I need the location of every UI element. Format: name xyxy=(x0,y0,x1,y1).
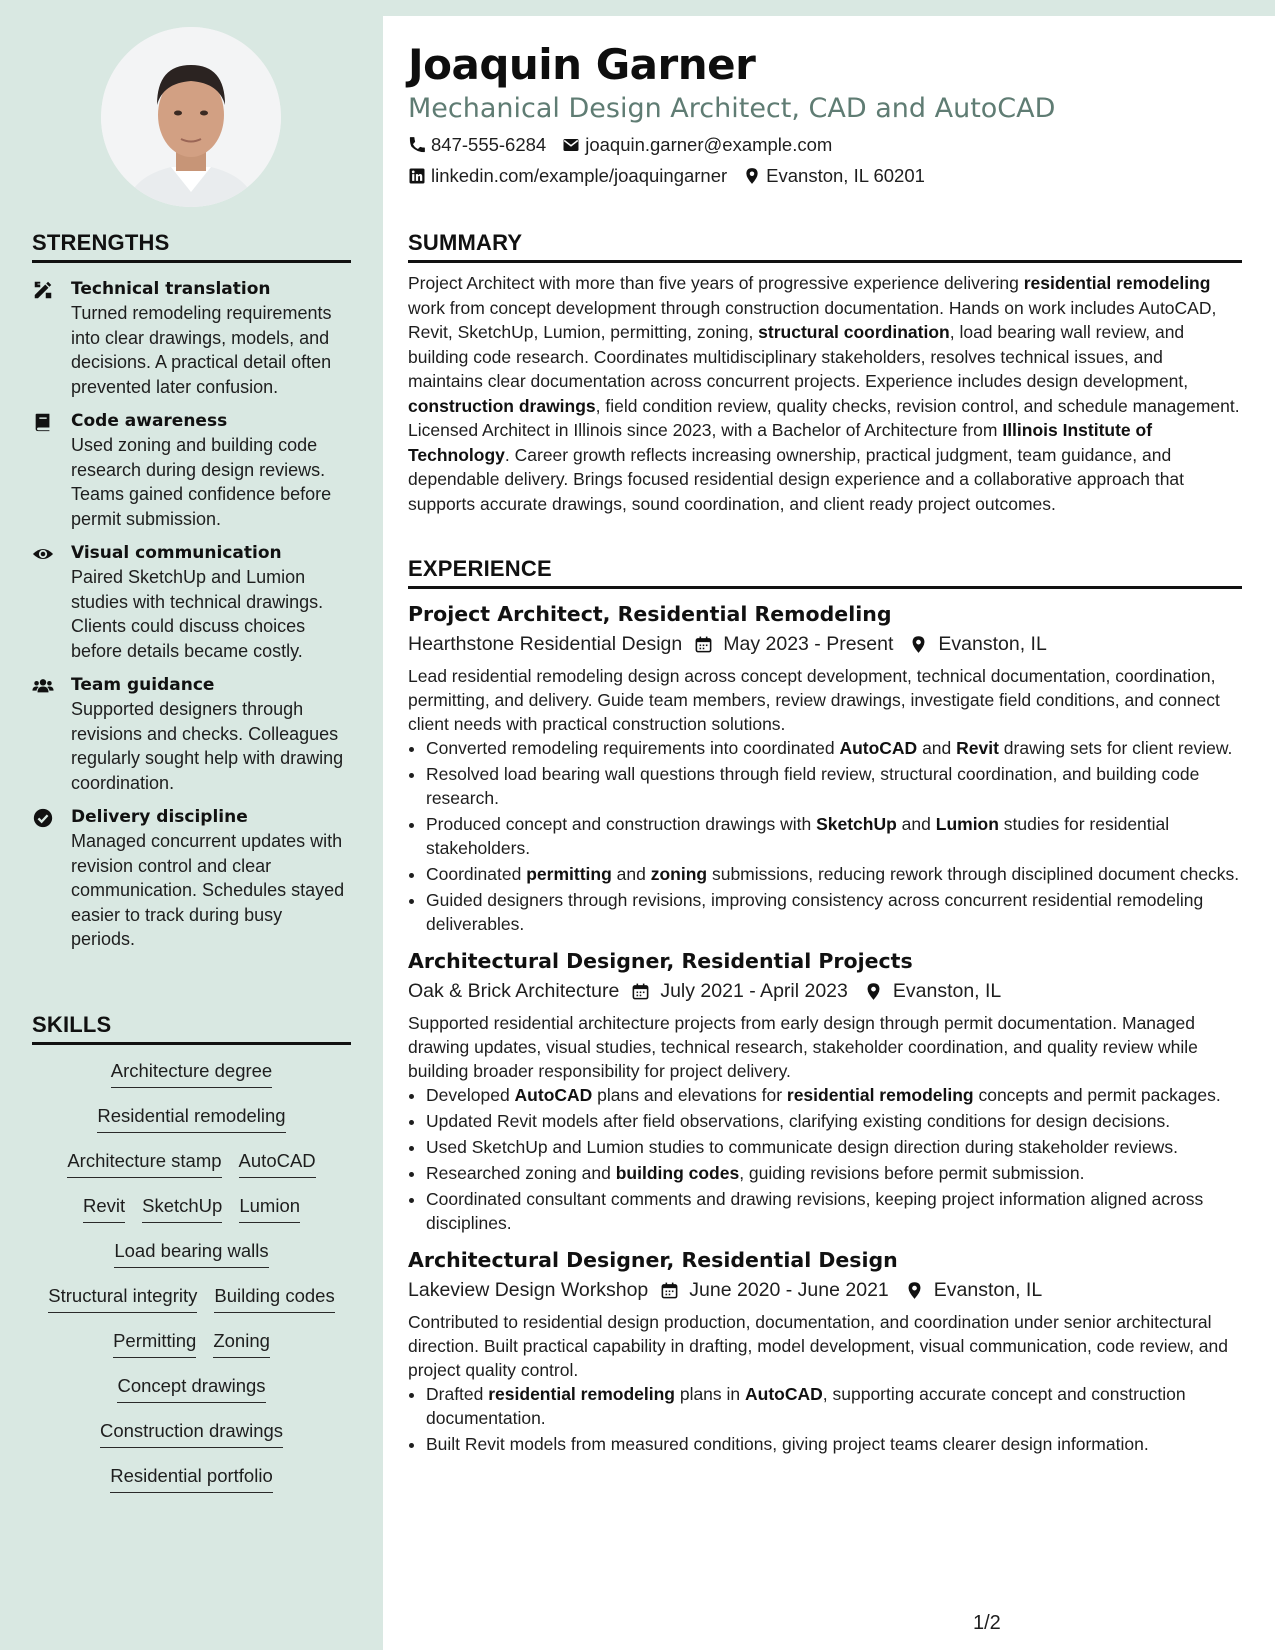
strengths-list xyxy=(32,277,351,952)
job-entry xyxy=(408,601,1242,936)
strength-description: Paired SketchUp and Lumion studies with technical drawings. Clients could discuss choices before details became costly. xyxy=(71,567,324,661)
skill-tag: Architecture degree xyxy=(111,1059,272,1088)
strength-item xyxy=(32,805,351,952)
book-icon xyxy=(32,411,54,433)
experience-section xyxy=(408,556,1242,1458)
skill-row xyxy=(83,1194,300,1239)
main-content xyxy=(383,16,1275,1650)
skill-row xyxy=(48,1284,334,1329)
jobs-list xyxy=(408,601,1242,1456)
profile-photo xyxy=(101,27,281,207)
job-bullet: • Coordinated consultant comments and drawing revisions, keeping project information aligned across disciplines. xyxy=(426,1187,1242,1235)
location-pin-icon xyxy=(743,167,761,185)
email-text: joaquin.garner@example.com xyxy=(585,134,833,155)
strength-title: Technical translation xyxy=(71,279,271,299)
eye-icon xyxy=(32,543,54,565)
location-pin-icon xyxy=(864,982,883,1001)
job-dates: July 2021 - April 2023 xyxy=(660,980,848,1002)
contact-row-2 xyxy=(408,165,941,187)
location-pin-icon xyxy=(905,1281,924,1300)
job-location: Evanston, IL xyxy=(938,633,1047,655)
job-company: Oak & Brick Architecture xyxy=(408,980,620,1002)
strength-item xyxy=(32,541,351,663)
location-text: Evanston, IL 60201 xyxy=(766,165,925,186)
skill-row xyxy=(113,1329,270,1374)
strength-item xyxy=(32,673,351,795)
job-entry xyxy=(408,948,1242,1235)
calendar-icon xyxy=(660,1281,679,1300)
page-number: 1/2 xyxy=(973,1612,1001,1634)
skills-heading: SKILLS xyxy=(32,1012,351,1045)
skill-tag: SketchUp xyxy=(142,1194,222,1223)
phone-text: 847-555-6284 xyxy=(431,134,547,155)
linkedin-contact[interactable] xyxy=(408,165,727,187)
location-pin-icon xyxy=(909,635,928,654)
job-bullets xyxy=(408,1083,1242,1235)
candidate-name: Joaquin Garner xyxy=(408,40,756,89)
strength-title: Team guidance xyxy=(71,675,215,695)
strengths-heading: STRENGTHS xyxy=(32,230,351,263)
skills-section xyxy=(32,1012,351,1509)
skill-tag: Concept drawings xyxy=(117,1374,265,1403)
skill-row xyxy=(114,1239,268,1284)
location-contact xyxy=(743,165,925,187)
skill-row xyxy=(110,1464,272,1509)
job-bullet: • Used SketchUp and Lumion studies to communicate design direction during stakeholder reviews. xyxy=(426,1135,1242,1159)
job-meta xyxy=(408,1276,1242,1304)
job-title: Project Architect, Residential Remodeling xyxy=(408,602,892,626)
phone-contact[interactable] xyxy=(408,134,546,156)
sidebar xyxy=(0,0,383,1650)
job-bullet: • Coordinated permitting and zoning submissions, reducing rework through disciplined document checks. xyxy=(426,862,1242,886)
job-bullet: • Resolved load bearing wall questions through field review, structural coordination, and building code research. xyxy=(426,762,1242,810)
job-location: Evanston, IL xyxy=(892,980,1002,1002)
job-bullet: • Drafted residential remodeling plans in AutoCAD, supporting accurate concept and construction documentation. xyxy=(426,1382,1242,1430)
skill-tag: Architecture stamp xyxy=(67,1149,221,1178)
skill-tag: Zoning xyxy=(213,1329,270,1358)
job-description: Supported residential architecture projects from early design through permit documentation. Managed drawing updates, visual studies, technical research, stakeholder coordination, and quality review while building broader responsibility for project delivery. xyxy=(408,1013,1198,1081)
strength-description: Supported designers through revisions and checks. Colleagues regularly sought help with drawing coordination. xyxy=(71,699,344,793)
skill-tag: Lumion xyxy=(239,1194,300,1223)
skill-tag: Building codes xyxy=(214,1284,334,1313)
skill-tag: Residential remodeling xyxy=(97,1104,285,1133)
job-description: Lead residential remodeling design across concept development, technical documentation, coordination, permitting, and delivery. Guide team members, review drawings, investigate field conditions, and connect client needs with practical construction solutions. xyxy=(408,666,1220,734)
skill-tag: Structural integrity xyxy=(48,1284,197,1313)
job-meta xyxy=(408,977,1242,1005)
check-circle-icon xyxy=(32,807,54,829)
email-contact[interactable] xyxy=(562,134,832,156)
strengths-section xyxy=(32,230,351,962)
skills-list xyxy=(32,1059,351,1509)
skill-tag: Revit xyxy=(83,1194,125,1223)
job-title: Architectural Designer, Residential Projects xyxy=(408,949,913,973)
skill-row xyxy=(97,1104,285,1149)
job-title: Architectural Designer, Residential Design xyxy=(408,1248,898,1272)
job-dates: June 2020 - June 2021 xyxy=(689,1279,889,1301)
job-location: Evanston, IL xyxy=(933,1279,1043,1301)
job-bullet: • Researched zoning and building codes, guiding revisions before permit submission. xyxy=(426,1161,1242,1185)
job-bullet: • Guided designers through revisions, improving consistency across concurrent residential remodeling deliverables. xyxy=(426,888,1242,936)
summary-text: Project Architect with more than five years of progressive experience delivering residential remodeling work from concept development through construction documentation. Hands on work includes AutoCAD, Revit, SketchUp, Lumion, permitting, zoning, structural coordination, load bearing wall review, and building code research. Coordinates multidisciplinary stakeholders, resolves technical issues, and maintains clear documentation across concurrent projects. Experience includes design development, construction drawings, field condition review, quality checks, revision control, and schedule management. Licensed Architect in Illinois since 2023, with a Bachelor of Architecture from Illinois Institute of Technology. Career growth reflects increasing ownership, practical judgment, team guidance, and dependable delivery. Brings focused residential design experience and a collaborative approach that supports accurate drawings, sound coordination, and client ready project outcomes. xyxy=(408,273,1240,514)
summary-heading: SUMMARY xyxy=(408,230,1242,263)
strength-item xyxy=(32,409,351,531)
job-company: Hearthstone Residential Design xyxy=(408,633,683,655)
job-description: Contributed to residential design production, documentation, and coordination under senior architectural direction. Built practical capability in drafting, model development, visual communication, code review, and project quality control. xyxy=(408,1312,1229,1380)
skill-tag: Construction drawings xyxy=(100,1419,283,1448)
job-bullet: • Developed AutoCAD plans and elevations for residential remodeling concepts and permit packages. xyxy=(426,1083,1242,1107)
linkedin-icon xyxy=(408,167,426,185)
envelope-icon xyxy=(562,136,580,154)
calendar-icon xyxy=(631,982,650,1001)
job-meta xyxy=(408,630,1242,658)
phone-icon xyxy=(408,136,426,154)
linkedin-text: linkedin.com/example/joaquingarner xyxy=(431,165,728,186)
calendar-icon xyxy=(694,635,713,654)
strength-title: Visual communication xyxy=(71,543,282,563)
job-bullet: • Built Revit models from measured conditions, giving project teams clearer design information. xyxy=(426,1432,1242,1456)
profile-photo-image xyxy=(101,27,281,207)
users-icon xyxy=(32,675,54,697)
summary-section xyxy=(408,230,1242,516)
skill-tag: AutoCAD xyxy=(239,1149,316,1178)
job-bullet: • Updated Revit models after field observations, clarifying existing conditions for design decisions. xyxy=(426,1109,1242,1133)
skill-tag: Load bearing walls xyxy=(114,1239,268,1268)
skill-row xyxy=(111,1059,272,1104)
strength-title: Code awareness xyxy=(71,411,228,431)
pencil-ruler-icon xyxy=(32,279,54,301)
strength-description: Managed concurrent updates with revision control and clear communication. Schedules stayed easier to track during busy periods. xyxy=(71,831,345,949)
skill-row xyxy=(100,1419,283,1464)
skill-tag: Permitting xyxy=(113,1329,196,1358)
strength-description: Turned remodeling requirements into clear drawings, models, and decisions. A practical detail often prevented later confusion. xyxy=(71,303,332,397)
job-company: Lakeview Design Workshop xyxy=(408,1279,649,1301)
job-entry xyxy=(408,1247,1242,1456)
job-bullets xyxy=(408,736,1242,936)
skill-row xyxy=(117,1374,265,1419)
job-bullet: • Produced concept and construction drawings with SketchUp and Lumion studies for residential stakeholders. xyxy=(426,812,1242,860)
experience-heading: EXPERIENCE xyxy=(408,556,1242,589)
strength-item xyxy=(32,277,351,399)
strength-title: Delivery discipline xyxy=(71,807,248,827)
skill-tag: Residential portfolio xyxy=(110,1464,272,1493)
job-bullet: • Converted remodeling requirements into coordinated AutoCAD and Revit drawing sets for client review. xyxy=(426,736,1242,760)
candidate-title: Mechanical Design Architect, CAD and AutoCAD xyxy=(408,93,1056,124)
contact-row-1 xyxy=(408,134,848,156)
skill-row xyxy=(67,1149,315,1194)
job-dates: May 2023 - Present xyxy=(723,633,894,655)
strength-description: Used zoning and building code research during design reviews. Teams gained confidence before permit submission. xyxy=(71,435,332,529)
job-bullets xyxy=(408,1382,1242,1456)
